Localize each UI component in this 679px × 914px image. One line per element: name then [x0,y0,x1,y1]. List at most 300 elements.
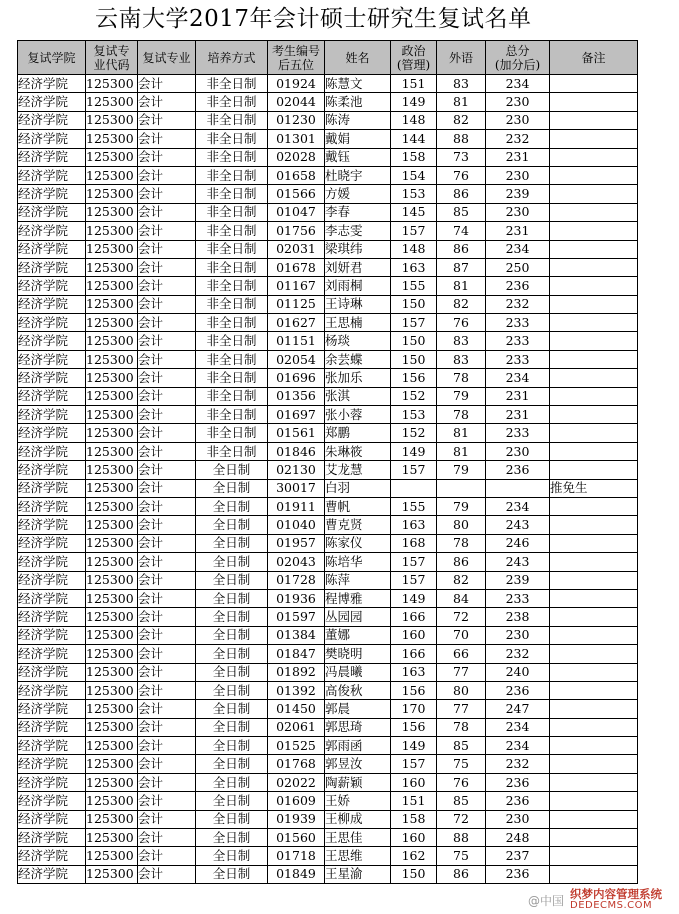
english-cell: 82 [437,295,486,313]
college-cell: 经济学院 [18,461,86,479]
total-cell: 231 [486,148,550,166]
id-cell: 01525 [268,737,325,755]
mode-cell: 全日制 [196,865,268,883]
politics-cell: 149 [391,442,437,460]
note-cell [550,553,638,571]
header-mode: 培养方式 [196,41,268,75]
note-cell [550,792,638,810]
name-cell: 陈柔池 [325,93,391,111]
code-cell: 125300 [86,571,138,589]
total-cell: 250 [486,258,550,276]
table-row [18,663,638,681]
college-cell: 经济学院 [18,681,86,699]
table-row [18,314,638,332]
table-row [18,93,638,111]
id-cell: 01849 [268,865,325,883]
total-cell: 233 [486,589,550,607]
college-cell: 经济学院 [18,516,86,534]
total-cell: 230 [486,166,550,184]
code-cell: 125300 [86,314,138,332]
politics-cell: 157 [391,461,437,479]
college-cell: 经济学院 [18,222,86,240]
table-row [18,350,638,368]
name-cell: 陈涛 [325,111,391,129]
code-cell: 125300 [86,295,138,313]
major-cell: 会计 [138,258,196,276]
english-cell: 81 [437,442,486,460]
id-cell: 01560 [268,829,325,847]
id-cell: 01697 [268,406,325,424]
total-cell: 236 [486,773,550,791]
politics-cell: 157 [391,222,437,240]
total-cell: 230 [486,442,550,460]
english-cell: 79 [437,497,486,515]
politics-cell: 153 [391,185,437,203]
id-cell: 02043 [268,553,325,571]
header-total: 总分 (加分后) [486,41,550,75]
mode-cell: 全日制 [196,553,268,571]
code-cell: 125300 [86,240,138,258]
mode-cell: 非全日制 [196,332,268,350]
note-cell [550,314,638,332]
note-cell [550,332,638,350]
politics-cell: 144 [391,130,437,148]
major-cell: 会计 [138,277,196,295]
id-cell: 01627 [268,314,325,332]
code-cell: 125300 [86,755,138,773]
total-cell: 232 [486,645,550,663]
politics-cell: 160 [391,626,437,644]
name-cell: 郑鹏 [325,424,391,442]
total-cell: 243 [486,553,550,571]
major-cell: 会计 [138,718,196,736]
code-cell: 125300 [86,406,138,424]
name-cell: 程博雅 [325,589,391,607]
english-cell: 82 [437,111,486,129]
id-cell: 02054 [268,350,325,368]
note-cell [550,461,638,479]
major-cell: 会计 [138,240,196,258]
politics-cell: 157 [391,314,437,332]
mode-cell: 非全日制 [196,240,268,258]
table-row [18,258,638,276]
total-cell: 233 [486,350,550,368]
college-cell: 经济学院 [18,700,86,718]
english-cell: 81 [437,93,486,111]
college-cell: 经济学院 [18,387,86,405]
watermark-domain: DEDECMS.COM [570,900,653,911]
code-cell: 125300 [86,185,138,203]
name-cell: 王思维 [325,847,391,865]
name-cell: 刘雨桐 [325,277,391,295]
name-cell: 郭晨 [325,700,391,718]
table-row [18,755,638,773]
table-row [18,810,638,828]
english-cell: 73 [437,148,486,166]
note-cell [550,497,638,515]
major-cell: 会计 [138,865,196,883]
id-cell: 02061 [268,718,325,736]
code-cell: 125300 [86,93,138,111]
table-row [18,148,638,166]
watermark-weibo: @中国 [528,894,565,908]
name-cell: 艾龙慧 [325,461,391,479]
name-cell: 王娇 [325,792,391,810]
id-cell: 01936 [268,589,325,607]
header-college: 复试学院 [18,41,86,75]
english-cell: 75 [437,755,486,773]
table-row [18,700,638,718]
mode-cell: 非全日制 [196,442,268,460]
header-code: 复试专 业代码 [86,41,138,75]
total-cell: 234 [486,75,550,93]
name-cell: 曹克贤 [325,516,391,534]
mode-cell: 全日制 [196,534,268,552]
politics-cell: 151 [391,75,437,93]
english-cell: 72 [437,608,486,626]
id-cell: 01392 [268,681,325,699]
total-cell: 230 [486,810,550,828]
total-cell: 230 [486,93,550,111]
code-cell: 125300 [86,111,138,129]
politics-cell: 154 [391,166,437,184]
english-cell: 86 [437,553,486,571]
english-cell: 78 [437,369,486,387]
note-cell [550,185,638,203]
politics-cell: 155 [391,277,437,295]
id-cell: 01678 [268,258,325,276]
note-cell [550,277,638,295]
total-cell: 243 [486,516,550,534]
watermark-brand: 织梦内容管理系统 [570,887,662,901]
note-cell [550,829,638,847]
college-cell: 经济学院 [18,553,86,571]
note-cell [550,148,638,166]
name-cell: 李志雯 [325,222,391,240]
major-cell: 会计 [138,295,196,313]
note-cell [550,406,638,424]
college-cell: 经济学院 [18,166,86,184]
code-cell: 125300 [86,608,138,626]
id-cell: 01957 [268,534,325,552]
mode-cell: 全日制 [196,847,268,865]
total-cell: 234 [486,737,550,755]
politics-cell: 149 [391,589,437,607]
english-cell: 87 [437,258,486,276]
name-cell: 朱琳筱 [325,442,391,460]
id-cell: 01597 [268,608,325,626]
mode-cell: 非全日制 [196,148,268,166]
mode-cell: 全日制 [196,589,268,607]
note-cell [550,755,638,773]
total-cell: 230 [486,626,550,644]
major-cell: 会计 [138,497,196,515]
total-cell: 230 [486,111,550,129]
id-cell: 01609 [268,792,325,810]
total-cell: 232 [486,130,550,148]
total-cell: 231 [486,406,550,424]
name-cell: 陈家仪 [325,534,391,552]
mode-cell: 全日制 [196,718,268,736]
english-cell: 80 [437,516,486,534]
college-cell: 经济学院 [18,571,86,589]
college-cell: 经济学院 [18,792,86,810]
id-cell: 01125 [268,295,325,313]
table-row [18,608,638,626]
college-cell: 经济学院 [18,865,86,883]
table-row [18,277,638,295]
note-cell [550,75,638,93]
id-cell: 01892 [268,663,325,681]
college-cell: 经济学院 [18,534,86,552]
english-cell: 86 [437,865,486,883]
college-cell: 经济学院 [18,773,86,791]
note-cell [550,130,638,148]
politics-cell: 163 [391,258,437,276]
mode-cell: 全日制 [196,497,268,515]
name-cell: 王星渝 [325,865,391,883]
code-cell: 125300 [86,166,138,184]
mode-cell: 非全日制 [196,75,268,93]
id-cell: 01768 [268,755,325,773]
major-cell: 会计 [138,737,196,755]
id-cell: 01696 [268,369,325,387]
table-row [18,203,638,221]
candidate-table [17,40,638,884]
code-cell: 125300 [86,773,138,791]
note-cell [550,645,638,663]
header-major: 复试专业 [138,41,196,75]
total-cell: 233 [486,314,550,332]
english-cell: 77 [437,700,486,718]
english-cell: 88 [437,130,486,148]
note-cell [550,626,638,644]
id-cell: 02028 [268,148,325,166]
code-cell: 125300 [86,847,138,865]
politics-cell: 156 [391,369,437,387]
major-cell: 会计 [138,406,196,424]
table-row [18,240,638,258]
politics-cell: 157 [391,755,437,773]
english-cell: 85 [437,792,486,810]
english-cell: 79 [437,387,486,405]
college-cell: 经济学院 [18,314,86,332]
english-cell: 66 [437,645,486,663]
college-cell: 经济学院 [18,111,86,129]
college-cell: 经济学院 [18,718,86,736]
note-cell: 推免生 [550,479,638,497]
code-cell: 125300 [86,387,138,405]
code-cell: 125300 [86,700,138,718]
college-cell: 经济学院 [18,406,86,424]
mode-cell: 非全日制 [196,369,268,387]
name-cell: 张加乐 [325,369,391,387]
code-cell: 125300 [86,810,138,828]
mode-cell: 全日制 [196,829,268,847]
code-cell: 125300 [86,681,138,699]
table-row [18,865,638,883]
mode-cell: 非全日制 [196,185,268,203]
name-cell: 董娜 [325,626,391,644]
college-cell: 经济学院 [18,589,86,607]
table-row [18,497,638,515]
college-cell: 经济学院 [18,497,86,515]
code-cell: 125300 [86,442,138,460]
id-cell: 01561 [268,424,325,442]
mode-cell: 全日制 [196,773,268,791]
id-cell: 01047 [268,203,325,221]
table-header-row [18,41,638,75]
college-cell: 经济学院 [18,829,86,847]
table-row [18,553,638,571]
name-cell: 白羽 [325,479,391,497]
id-cell: 01384 [268,626,325,644]
politics-cell: 156 [391,681,437,699]
table-row [18,479,638,497]
mode-cell: 非全日制 [196,111,268,129]
mode-cell: 全日制 [196,810,268,828]
politics-cell: 157 [391,571,437,589]
major-cell: 会计 [138,847,196,865]
major-cell: 会计 [138,479,196,497]
english-cell: 76 [437,773,486,791]
major-cell: 会计 [138,222,196,240]
id-cell: 01728 [268,571,325,589]
name-cell: 杨琰 [325,332,391,350]
total-cell: 240 [486,663,550,681]
total-cell: 236 [486,681,550,699]
name-cell: 樊晓明 [325,645,391,663]
major-cell: 会计 [138,645,196,663]
note-cell [550,718,638,736]
table-row [18,792,638,810]
note-cell [550,387,638,405]
major-cell: 会计 [138,93,196,111]
politics-cell: 158 [391,810,437,828]
english-cell: 88 [437,829,486,847]
total-cell: 234 [486,497,550,515]
major-cell: 会计 [138,130,196,148]
politics-cell: 148 [391,240,437,258]
total-cell: 248 [486,829,550,847]
total-cell: 232 [486,295,550,313]
code-cell: 125300 [86,424,138,442]
college-cell: 经济学院 [18,332,86,350]
mode-cell: 全日制 [196,571,268,589]
major-cell: 会计 [138,75,196,93]
major-cell: 会计 [138,663,196,681]
name-cell: 陈萍 [325,571,391,589]
id-cell: 01356 [268,387,325,405]
total-cell: 232 [486,755,550,773]
name-cell: 戴娟 [325,130,391,148]
politics-cell: 151 [391,792,437,810]
note-cell [550,589,638,607]
code-cell: 125300 [86,737,138,755]
english-cell: 79 [437,461,486,479]
id-cell: 01847 [268,645,325,663]
politics-cell: 148 [391,111,437,129]
table-row [18,130,638,148]
college-cell: 经济学院 [18,185,86,203]
college-cell: 经济学院 [18,350,86,368]
college-cell: 经济学院 [18,295,86,313]
major-cell: 会计 [138,148,196,166]
table-row [18,461,638,479]
code-cell: 125300 [86,516,138,534]
note-cell [550,534,638,552]
college-cell: 经济学院 [18,810,86,828]
name-cell: 王柳成 [325,810,391,828]
total-cell: 230 [486,203,550,221]
english-cell: 70 [437,626,486,644]
table-row [18,75,638,93]
header-name: 姓名 [325,41,391,75]
table-row [18,516,638,534]
major-cell: 会计 [138,571,196,589]
note-cell [550,865,638,883]
code-cell: 125300 [86,461,138,479]
header-note: 备注 [550,41,638,75]
code-cell: 125300 [86,663,138,681]
college-cell: 经济学院 [18,203,86,221]
note-cell [550,442,638,460]
mode-cell: 非全日制 [196,277,268,295]
english-cell: 74 [437,222,486,240]
mode-cell: 非全日制 [196,387,268,405]
major-cell: 会计 [138,111,196,129]
note-cell [550,240,638,258]
mode-cell: 全日制 [196,461,268,479]
code-cell: 125300 [86,718,138,736]
mode-cell: 全日制 [196,516,268,534]
id-cell: 02130 [268,461,325,479]
college-cell: 经济学院 [18,148,86,166]
table-row [18,773,638,791]
major-cell: 会计 [138,626,196,644]
name-cell: 冯晨曦 [325,663,391,681]
college-cell: 经济学院 [18,626,86,644]
mode-cell: 非全日制 [196,424,268,442]
major-cell: 会计 [138,829,196,847]
table-row [18,332,638,350]
name-cell: 陈慧文 [325,75,391,93]
college-cell: 经济学院 [18,847,86,865]
politics-cell [391,479,437,497]
note-cell [550,663,638,681]
name-cell: 余芸蝶 [325,350,391,368]
note-cell [550,166,638,184]
name-cell: 李春 [325,203,391,221]
total-cell: 234 [486,240,550,258]
code-cell: 125300 [86,203,138,221]
politics-cell: 153 [391,406,437,424]
major-cell: 会计 [138,461,196,479]
english-cell: 81 [437,277,486,295]
note-cell [550,737,638,755]
id-cell: 01756 [268,222,325,240]
college-cell: 经济学院 [18,737,86,755]
table-row [18,571,638,589]
code-cell: 125300 [86,589,138,607]
note-cell [550,222,638,240]
table-row [18,185,638,203]
table-row [18,424,638,442]
table-row [18,681,638,699]
id-cell: 01658 [268,166,325,184]
table-row [18,589,638,607]
major-cell: 会计 [138,681,196,699]
